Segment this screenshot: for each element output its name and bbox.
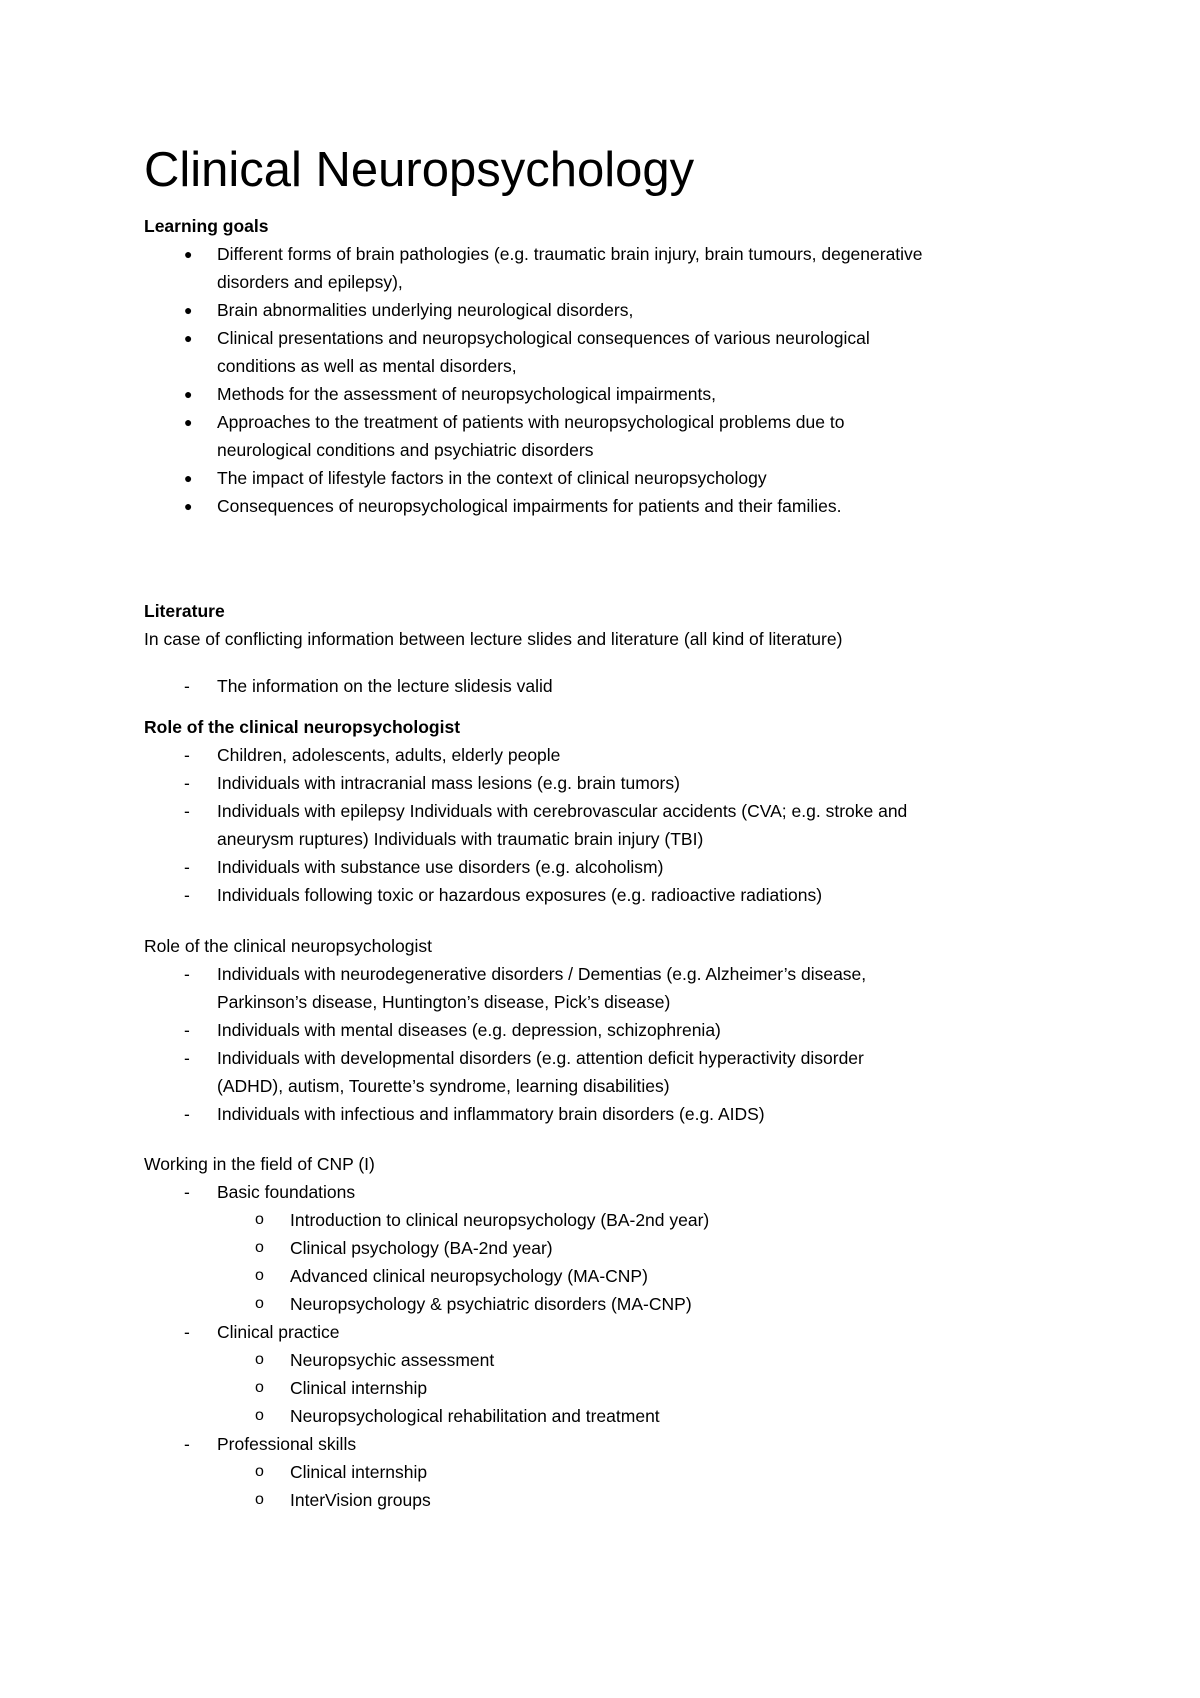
list-item-text: Individuals following toxic or hazardous exposures (e.g. radioactive radiations) [217, 885, 823, 905]
sub-list-item [144, 1234, 1104, 1262]
group-label: Clinical practice [217, 1322, 340, 1342]
dash-marker: - [184, 1020, 190, 1040]
dash-marker: - [184, 1434, 190, 1454]
dash-marker: - [184, 773, 190, 793]
list-item-text: Individuals with mental diseases (e.g. depression, schizophrenia) [217, 1020, 721, 1040]
working-section [144, 1150, 1104, 1514]
sub-list-item-text: Neuropsychic assessment [290, 1350, 495, 1370]
role-list-1 [144, 741, 1104, 909]
bullet-marker: ● [184, 302, 193, 318]
list-item [144, 464, 1104, 492]
list-item [144, 324, 1104, 380]
list-item-text: The impact of lifestyle factors in the context of clinical neuropsychology [217, 468, 767, 488]
list-item-text: The information on the lecture slidesis valid [217, 676, 553, 696]
bullet-marker: ● [184, 414, 193, 430]
group-label: Basic foundations [217, 1182, 356, 1202]
role-heading-1: Role of the clinical neuropsychologist [144, 717, 461, 737]
list-item [144, 960, 1104, 1016]
list-item [144, 1430, 1104, 1458]
literature-list [144, 672, 1104, 700]
dash-marker: - [184, 801, 190, 821]
sub-list-item [144, 1486, 1104, 1514]
role-section-2 [144, 932, 1104, 1128]
literature-section [144, 597, 1104, 700]
working-list [144, 1178, 1104, 1514]
list-item [144, 408, 1104, 464]
page-title: Clinical Neuropsychology [144, 143, 695, 197]
circle-marker: o [255, 1239, 264, 1256]
sub-list-container [144, 1346, 1104, 1430]
list-item [144, 492, 1104, 520]
sub-list-item-text: InterVision groups [290, 1490, 431, 1510]
list-item [144, 296, 1104, 324]
list-item-text: (ADHD), autism, Tourette’s syndrome, learning disabilities) [217, 1076, 670, 1096]
dash-marker: - [184, 964, 190, 984]
list-item-text: Different forms of brain pathologies (e.g. traumatic brain injury, brain tumours, degenerative [217, 244, 923, 264]
list-item [144, 1178, 1104, 1206]
dash-marker: - [184, 857, 190, 877]
working-heading: Working in the field of CNP (I) [144, 1154, 375, 1174]
list-item-text: Approaches to the treatment of patients with neuropsychological problems due to [217, 412, 845, 432]
learning-goals-section [144, 212, 1104, 520]
circle-marker: o [255, 1211, 264, 1228]
list-item-text: Individuals with infectious and inflammatory brain disorders (e.g. AIDS) [217, 1104, 765, 1124]
role-heading-2: Role of the clinical neuropsychologist [144, 936, 432, 956]
sub-list-item [144, 1374, 1104, 1402]
bullet-marker: ● [184, 246, 193, 262]
sub-list [144, 1206, 1104, 1318]
list-item-text: Brain abnormalities underlying neurological disorders, [217, 300, 634, 320]
sub-list-item [144, 1206, 1104, 1234]
circle-marker: o [255, 1267, 264, 1284]
list-item [144, 853, 1104, 881]
list-item-text: neurological conditions and psychiatric disorders [217, 440, 594, 460]
list-item [144, 797, 1104, 853]
role-list-2 [144, 960, 1104, 1128]
list-item [144, 672, 1104, 700]
list-item-text: Individuals with developmental disorders (e.g. attention deficit hyperactivity disorder [217, 1048, 864, 1068]
list-item [144, 1100, 1104, 1128]
circle-marker: o [255, 1295, 264, 1312]
bullet-marker: ● [184, 386, 193, 402]
learning-goals-list [144, 240, 1104, 520]
sub-list-item-text: Introduction to clinical neuropsychology (BA-2nd year) [290, 1210, 710, 1230]
sub-list [144, 1346, 1104, 1430]
list-item-text: Individuals with neurodegenerative disorders / Dementias (e.g. Alzheimer’s disease, [217, 964, 867, 984]
list-item [144, 240, 1104, 296]
sub-list-item-text: Clinical internship [290, 1462, 428, 1482]
list-item [144, 380, 1104, 408]
list-item-text: Individuals with substance use disorders (e.g. alcoholism) [217, 857, 664, 877]
list-item-text: Individuals with intracranial mass lesions (e.g. brain tumors) [217, 773, 680, 793]
circle-marker: o [255, 1351, 264, 1368]
sub-list-item-text: Neuropsychology & psychiatric disorders (MA-CNP) [290, 1294, 692, 1314]
role-section-1 [144, 713, 1104, 909]
literature-text: In case of conflicting information between lecture slides and literature (all kind of literature) [144, 629, 843, 649]
dash-marker: - [184, 1104, 190, 1124]
dash-marker: - [184, 1048, 190, 1068]
circle-marker: o [255, 1463, 264, 1480]
dash-marker: - [184, 745, 190, 765]
sub-list-item [144, 1290, 1104, 1318]
list-item [144, 769, 1104, 797]
list-item-text: Children, adolescents, adults, elderly people [217, 745, 561, 765]
list-item [144, 881, 1104, 909]
list-item-text: Parkinson’s disease, Huntington’s disease, Pick’s disease) [217, 992, 671, 1012]
circle-marker: o [255, 1379, 264, 1396]
sub-list-item-text: Clinical internship [290, 1378, 428, 1398]
list-item-text: Methods for the assessment of neuropsychological impairments, [217, 384, 716, 404]
list-item-text: aneurysm ruptures) Individuals with traumatic brain injury (TBI) [217, 829, 704, 849]
sub-list-item [144, 1346, 1104, 1374]
sub-list-item-text: Neuropsychological rehabilitation and treatment [290, 1406, 660, 1426]
dash-marker: - [184, 676, 190, 696]
list-item-text: Individuals with epilepsy Individuals with cerebrovascular accidents (CVA; e.g. stroke and [217, 801, 908, 821]
bullet-marker: ● [184, 470, 193, 486]
sub-list-item [144, 1458, 1104, 1486]
list-item-text: Consequences of neuropsychological impairments for patients and their families. [217, 496, 842, 516]
sub-list-container [144, 1206, 1104, 1318]
list-item-text: Clinical presentations and neuropsychological consequences of various neurological [217, 328, 870, 348]
list-item [144, 1318, 1104, 1346]
circle-marker: o [255, 1407, 264, 1424]
bullet-marker: ● [184, 330, 193, 346]
sub-list-item-text: Advanced clinical neuropsychology (MA-CNP) [290, 1266, 648, 1286]
sub-list-item [144, 1262, 1104, 1290]
sub-list-container [144, 1458, 1104, 1514]
list-item-text: conditions as well as mental disorders, [217, 356, 517, 376]
list-item [144, 1044, 1104, 1100]
circle-marker: o [255, 1491, 264, 1508]
group-label: Professional skills [217, 1434, 357, 1454]
list-item [144, 1016, 1104, 1044]
list-item-text: disorders and epilepsy), [217, 272, 403, 292]
dash-marker: - [184, 1182, 190, 1202]
literature-heading: Literature [144, 601, 225, 621]
dash-marker: - [184, 1322, 190, 1342]
dash-marker: - [184, 885, 190, 905]
learning-goals-heading: Learning goals [144, 216, 269, 236]
list-item [144, 741, 1104, 769]
sub-list [144, 1458, 1104, 1514]
sub-list-item-text: Clinical psychology (BA-2nd year) [290, 1238, 553, 1258]
bullet-marker: ● [184, 498, 193, 514]
sub-list-item [144, 1402, 1104, 1430]
